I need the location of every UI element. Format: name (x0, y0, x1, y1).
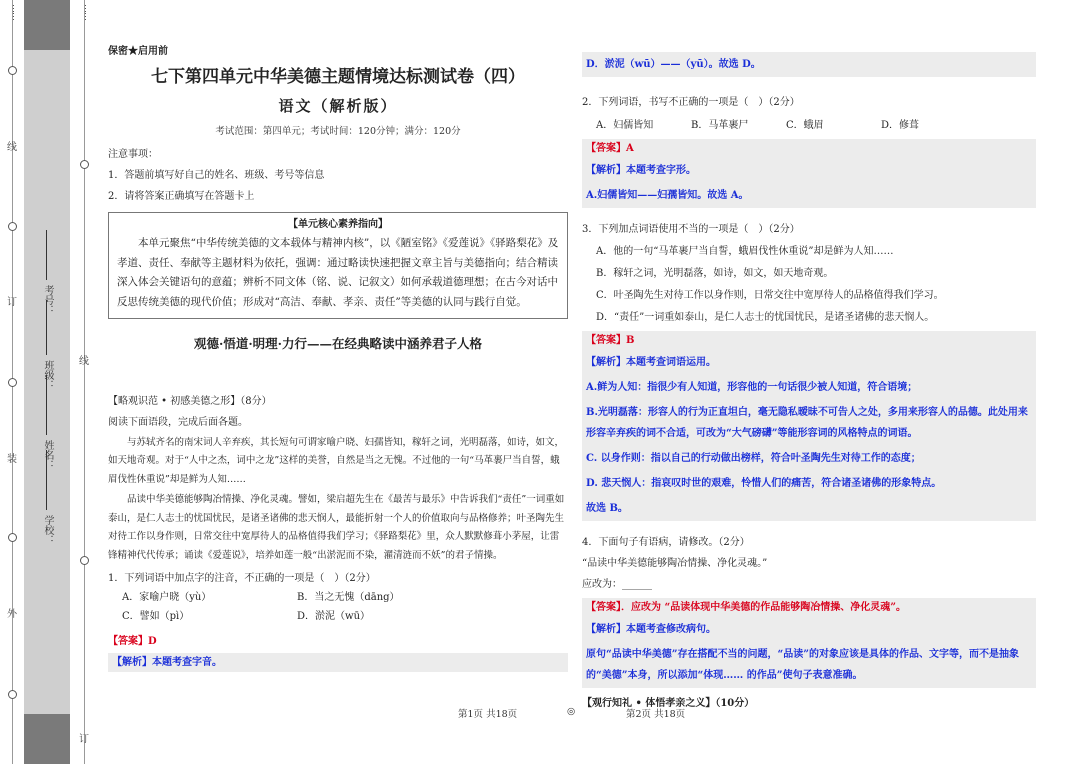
q3-option-a[interactable]: A．他的一句“马革裹尸当自誓，蛾眉伐性休重说”却是鲜为人知…… (596, 246, 894, 257)
q1-option-b[interactable]: B．当之无愧（dāng） (297, 592, 400, 604)
core-literacy-heading: 【单元核心素养指向】 (288, 219, 388, 231)
gutter-bind-char: 订 (7, 297, 17, 308)
exam-page-2 (582, 52, 1036, 711)
core-literacy-box (108, 212, 568, 319)
gutter-inner-line (84, 0, 85, 764)
q1-option-c[interactable]: C．譬如（pì） (122, 611, 190, 623)
module-heading: 【略观识范 • 初感美德之形】（8分） (108, 395, 272, 407)
q2-explanation-1: 【解析】本题考查字形。 (582, 158, 1036, 183)
gutter-outer-char: 外 (7, 609, 17, 620)
gutter-line-char-inner: 线 (79, 356, 89, 367)
gutter-circle-icon (8, 690, 17, 699)
reading-paragraph-2: 品读中华美德能够陶冶情操、净化灵魂。譬如，梁启超先生在《最苦与最乐》中告诉我们“责任”一词重如泰山，是仁人志士的忧国忧民，是诸圣诸佛的悲天悯人，最能折射一个人的价值取向与品格修养；叶圣陶先生对待工作以身作则，日常交往中宽厚待人的品格值得我们学习；《驿路梨花》里，众人默默修葺小茅屋，让雷锋精神代代传承；诵读《爱莲说》，培养如莲一般“出淤泥而不染，濯清涟而不妖”的君子情操。 (108, 494, 565, 561)
q4-blank[interactable]: 应改为：______ (582, 579, 652, 590)
field-school-label: 学校： (42, 515, 53, 545)
gutter-bind-char-inner: 订 (79, 734, 89, 745)
q2-answer: 【答案】A (582, 139, 1036, 158)
q3-option-d[interactable]: D．“责任”一词重如泰山，是仁人志士的忧国忧民，是诸圣诸佛的悲天悯人。 (596, 312, 935, 323)
gutter-circle-icon (8, 378, 17, 387)
q4-sentence: “品读中华美德能够陶冶情操、净化灵魂。” (582, 558, 768, 569)
q3-option-c[interactable]: C．叶圣陶先生对待工作以身作则，日常交往中宽厚待人的品格值得我们学习。 (596, 290, 944, 301)
q4-explanation-2: 原句“品读中华美德”存在搭配不当的问题，“品读”的对象应该是具体的作品、文字等，而不是抽象的“美德”本身，所以添加“体现…… 的作品”使句子表意准确。 (582, 642, 1036, 688)
gutter-circle-icon (8, 222, 17, 231)
question-3: 3．下列加点词语使用不当的一项是（ ）（2分） (582, 224, 800, 235)
q3-explanation-a: A.鲜为人知：指很少有人知道，形容他的一句话很少被人知道，符合语境； (582, 375, 1036, 400)
q3-option-b[interactable]: B．稼轩之词，光明磊落，如诗，如文，如天地奇观。 (596, 268, 834, 279)
gutter-cap-top (24, 0, 70, 50)
q2-option-c[interactable]: C．蛾眉 (786, 120, 824, 131)
question-4: 4．下面句子有语病，请修改。（2分） (582, 537, 750, 548)
question-2-options (582, 118, 1036, 133)
q1-option-a[interactable]: A．家喻户晓（yù） (122, 592, 212, 604)
gutter-seal-char: 装 (7, 454, 17, 465)
gutter-dots: ⋯⋯ (8, 4, 18, 20)
page-1-footer: 第1页 共18页 (458, 709, 518, 720)
q1-answer: 【答案】D (108, 636, 157, 648)
q3-explanation-d: D. 悲天悯人：指哀叹时世的艰难，怜惜人们的痛苦，符合诸圣诸佛的形象特点。 (582, 471, 1036, 496)
q3-explanation-b: B.光明磊落：形容人的行为正直坦白，毫无隐私暧昧不可告人之处，多用来形容人的品德。此处用来形容辛弃疾的词不合适，可改为“大气磅礴”等能形容词的风格特点的词语。 (582, 400, 1036, 446)
exam-meta: 考试范围：第四单元；考试时间：120分钟；满分：120分 (215, 126, 461, 137)
q3-explanation-0: 【解析】本题考查词语运用。 (582, 350, 1036, 375)
q4-explanation-1: 【解析】本题考查修改病句。 (582, 617, 1036, 642)
exam-subtitle: 语文（解析版） (278, 96, 398, 115)
field-id-line[interactable] (46, 230, 47, 280)
q1-explanation: 【解析】本题考查字音。 (108, 653, 568, 672)
gutter-cap-bottom (24, 714, 70, 764)
q1-explanation-cont: D．淤泥（wū）——（yū）。故选 D。 (582, 52, 1036, 77)
gutter-circle-icon (8, 533, 17, 542)
notice-item-2: 2．请将答案正确填写在答题卡上 (108, 191, 255, 203)
q3-explanation-end: 故选 B。 (582, 496, 1036, 521)
module-2-heading: 【观行知礼 • 体悟孝亲之义】（10分） (582, 698, 755, 709)
q2-explanation-2: A.妇儒皆知——妇孺皆知。故选 A。 (582, 183, 1036, 208)
exam-title: 七下第四单元中华美德主题情境达标测试卷（四） (151, 67, 525, 87)
q2-option-a[interactable]: A．妇儒皆知 (596, 120, 654, 131)
question-2: 2．下列词语，书写不正确的一项是（ ）（2分） (582, 97, 800, 108)
question-1-options (108, 590, 568, 628)
q3-answer: 【答案】B (582, 331, 1036, 350)
field-id-label: 考号： (42, 285, 53, 315)
confidential-tag: 保密★启用前 (108, 46, 168, 57)
question-1: 1．下列词语中加点字的注音，不正确的一项是（ ）（2分） (108, 573, 376, 585)
gutter-circle-icon (80, 556, 89, 565)
exam-page-1 (108, 44, 568, 672)
gutter-circle-icon (8, 66, 17, 75)
field-class-label: 班级： (42, 360, 53, 390)
page-2-footer: 第2页 共18页 (626, 709, 686, 720)
reading-paragraph-1: 与苏轼齐名的南宋词人辛弃疾，其长短句可谓家喻户晓、妇孺皆知，稼轩之词，光明磊落，如诗，如文，如天地奇观。对于“人中之杰，词中之龙”这样的美誉，自然是当之无愧。不过他的一句“马革裹尸当自誓，蛾眉伐性休重说”却是鲜为人知…… (108, 436, 565, 485)
gutter-line-char: 线 (7, 142, 17, 153)
module-intro: 阅读下面语段，完成后面各题。 (108, 416, 248, 428)
center-mark-icon: ◎ (567, 706, 576, 717)
gutter-dots-inner: ⋯⋯ (80, 4, 90, 20)
q1-option-d[interactable]: D．淤泥（wū） (297, 611, 371, 623)
q2-option-b[interactable]: B．马革裹尸 (691, 120, 749, 131)
q4-answer: 【答案】．应改为 “品读体现中华美德的作品能够陶冶情操、净化灵魂”。 (582, 598, 1036, 617)
q3-explanation-c: C. 以身作则：指以自己的行动做出榜样，符合叶圣陶先生对待工作的态度； (582, 446, 1036, 471)
notice-item-1: 1．答题前填写好自己的姓名、班级、考号等信息 (108, 170, 325, 182)
binding-gutter (0, 0, 100, 764)
field-name-label: 姓名： (42, 440, 53, 470)
section-heading: 观德·悟道·明理·力行——在经典略读中涵养君子人格 (193, 335, 483, 351)
q2-option-d[interactable]: D．修葺 (881, 120, 920, 131)
notice-heading: 注意事项： (108, 149, 158, 161)
gutter-circle-icon (80, 160, 89, 169)
core-literacy-text: 本单元聚焦“中华传统美德的文本载体与精神内核”，以《陋室铭》《爱莲说》《驿路梨花》及孝道、责任、奉献等主题材料为依托，强调：通过略读快速把握文章主旨与美德指向；结合精读深入体会关键语句的意蕴；辨析不同文体（铭、说、记叙文）如何承载道德理想；在古今对话中反思传统美德的现代价值；形成对“高洁、奉献、孝亲、责任”等美德的认同与践行自觉。 (117, 237, 559, 308)
